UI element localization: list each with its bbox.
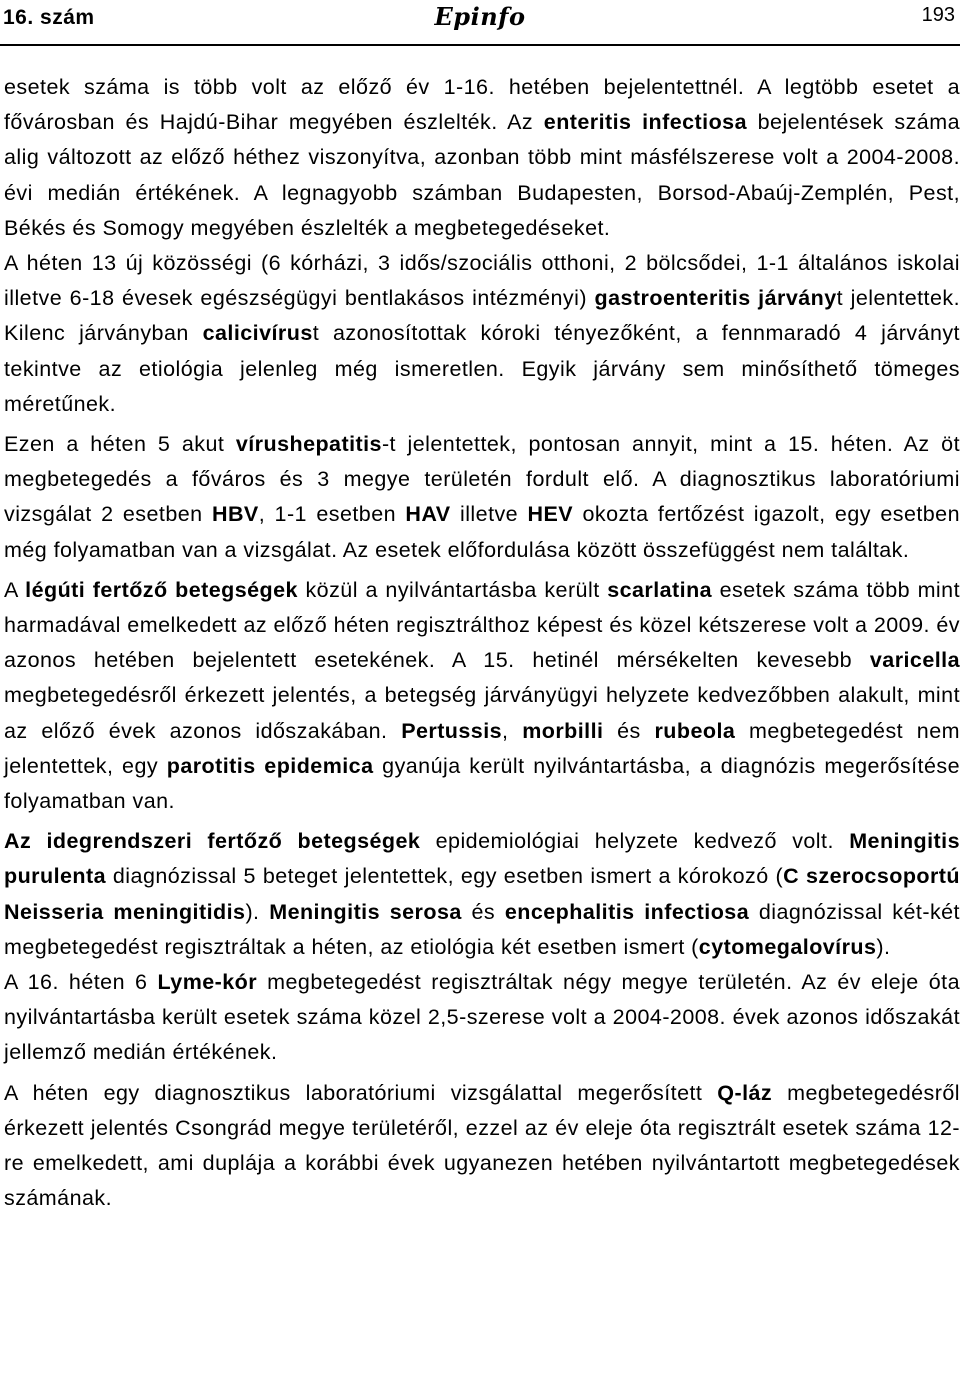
text-run: t azonosítottak kóroki tényezőként, a fennmaradó 4 járványt tekintve az etiológia jelenleg még ismeretlen. Egyik járvány sem minősíthető tömeges méretűnek. (4, 321, 960, 416)
bold-term: Lyme-kór (157, 970, 258, 995)
text-run: megbetegedést regisztráltak négy megye területén. Az év eleje óta nyilvántartásba került esetek száma közel 2,5-szerese volt a 2004-2008. évek azonos időszakát jellemző medián értékének. (4, 970, 960, 1065)
paragraph (4, 573, 960, 819)
text-run: diagnózissal 5 beteget jelentettek, egy esetben ismert a kórokozó ( (106, 864, 784, 889)
bold-term: varicella (869, 648, 960, 673)
text-run: Ezen a héten 5 akut (4, 432, 236, 457)
bold-term: HBV (211, 502, 259, 527)
page-header (0, 0, 960, 48)
text-run: -t jelentettek, pontosan annyit, mint a 15. héten. Az öt megbetegedés a főváros és 3 megye területén fordult elő. A diagnosztikus laboratóriumi vizsgálat 2 esetben (4, 432, 960, 527)
article-body (4, 70, 960, 1217)
bold-term: cytomegalovírus (698, 934, 877, 959)
page-number: 193 (921, 4, 955, 26)
bold-term: enteritis infectiosa (543, 110, 747, 135)
journal-logo: Epinfo (434, 2, 526, 31)
bold-term: vírushepatitis (235, 432, 382, 457)
bold-term: Q-láz (717, 1080, 773, 1105)
text-run: megbetegedésről érkezett jelentés Csongrád megye területéről, ezzel az év eleje óta regisztrált esetek száma 12-re emelkedett, ami duplája a korábbi évek ugyanezen hetében nyilvántartott megbetegedések számának. (4, 1080, 960, 1211)
text-run: esetek száma is több volt az előző év 1-16. hetében bejelentettnél. A legtöbb esetet a fővárosban és Hajdú-Bihar megyében észlelték. Az (4, 75, 960, 135)
bold-term: rubeola (654, 718, 736, 743)
text-run: és (603, 718, 655, 743)
text-run: A héten egy diagnosztikus laboratóriumi vizsgálattal megerősített (4, 1080, 718, 1105)
bold-term: Pertussis (401, 718, 503, 743)
text-run: , (502, 718, 523, 743)
text-run: és (461, 899, 505, 924)
text-run: megbetegedésről érkezett jelentés, a betegség járványügyi helyzete kedvezőbben alakult, mint az előző évek azonos időszakában. (4, 683, 960, 743)
bold-term: Meningitis purulenta (4, 829, 960, 889)
text-run: t jelentettek. Kilenc járványban (4, 286, 960, 346)
text-run: A héten 13 új közösségi (6 kórházi, 3 idős/szociális otthoni, 2 bölcsődei, 1-1 általános iskolai illetve 6-18 évesek egészségügyi bentlakásos intézményi) (4, 251, 960, 311)
bold-term: légúti fertőző betegségek (25, 577, 298, 602)
bold-term: HAV (405, 502, 451, 527)
bold-term: C szerocsoportú Neisseria meningitidis (4, 864, 960, 924)
text-run: okozta fertőzést igazolt, egy esetben még folyamatban van a vizsgálat. Az esetek előfordulása között összefüggést nem találtak. (4, 502, 960, 562)
bold-term: encephalitis infectiosa (504, 899, 750, 924)
paragraph (4, 427, 960, 568)
text-run: A (4, 577, 26, 602)
text-run: gyanúja került nyilvántartásba, a diagnózis megerősítése folyamatban van. (4, 753, 960, 814)
bold-term: HEV (527, 502, 574, 527)
bold-term: parotitis epidemica (166, 753, 374, 778)
bold-term: calicivírus (202, 321, 313, 346)
text-run: epidemiológiai helyzete kedvező volt. (420, 829, 850, 854)
text-run: közül a nyilvántartásba került (297, 577, 608, 602)
bold-term: gastroenteritis járvány (594, 286, 837, 311)
text-run: A 16. héten 6 (4, 970, 158, 995)
paragraph (4, 824, 960, 965)
bold-term: Meningitis serosa (269, 899, 462, 924)
issue-number: 16. szám (3, 6, 95, 29)
header-rule (0, 44, 960, 46)
paragraph (4, 965, 960, 1071)
paragraph (4, 70, 960, 246)
text-run: illetve (450, 502, 528, 527)
text-run: megbetegedést nem jelentettek, egy (4, 718, 960, 778)
text-run: ). (245, 899, 270, 924)
bold-term: Az idegrendszeri fertőző betegségek (4, 829, 421, 854)
text-run: diagnózissal két-két megbetegedést regisztráltak a héten, az etiológia két esetben ismert ( (4, 899, 960, 959)
bold-term: morbilli (522, 718, 604, 743)
paragraph (4, 1076, 960, 1217)
bold-term: scarlatina (607, 577, 713, 602)
text-run: bejelentések száma alig változott az előző héthez viszonyítva, azonban több mint másfélszerese volt a 2004-2008. évi medián értékének. A legnagyobb számban Budapesten, Borsod-Abaúj-Zemplén, Pest, Békés és Somogy megyében észlelték a megbetegedéseket. (4, 110, 960, 240)
text-run: , 1-1 esetben (258, 502, 406, 527)
text-run: ). (876, 934, 891, 959)
paragraph (4, 246, 960, 422)
text-run: esetek száma több mint harmadával emelkedett az előző héten regisztrálthoz képest és közel kétszerese volt a 2009. év azonos hetében bejelentett esetekének. A 15. hetinél mérsékelten kevesebb (4, 577, 960, 673)
